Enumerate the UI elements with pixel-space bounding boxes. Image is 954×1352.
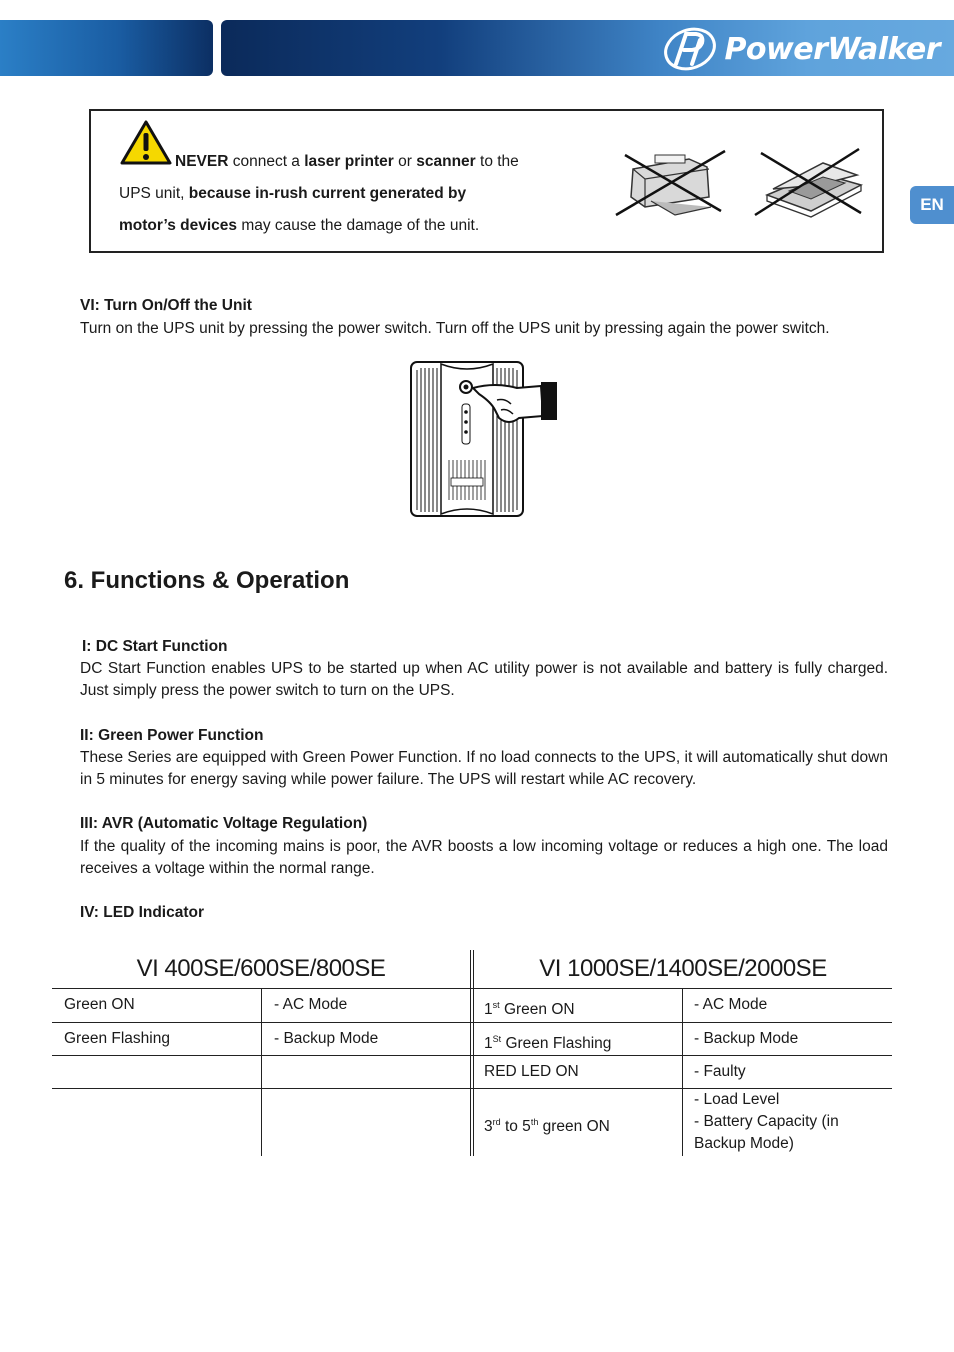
indicator-text: green ON	[538, 1118, 610, 1135]
led-indicator-table	[52, 950, 892, 1158]
led-left-row2-meaning: - Backup Mode	[274, 1030, 379, 1047]
warning-box	[89, 109, 884, 253]
led-left-row1-meaning: - AC Mode	[274, 996, 348, 1013]
led-left-row2-indicator: Green Flashing	[64, 1030, 170, 1047]
led-right-row4-indicator	[484, 1111, 610, 1138]
green-power-heading: II: Green Power Function	[80, 727, 264, 744]
ordinal-suffix: St	[492, 1034, 502, 1044]
ordinal-number: 3	[484, 1118, 493, 1135]
avr-text: If the quality of the incoming mains is poor, the AVR boosts a low incoming voltage or reduces a high one. The load receives a voltage within the normal range.	[80, 838, 888, 877]
crossed-printer-icon	[611, 145, 731, 219]
avr-heading: III: AVR (Automatic Voltage Regulation)	[80, 815, 368, 832]
dc-start-heading: I: DC Start Function	[82, 638, 228, 655]
language-tab[interactable]: EN	[910, 186, 954, 224]
warning-laser-printer: laser printer	[304, 153, 394, 170]
dc-start-text: DC Start Function enables UPS to be started up when AC utility power is not available and battery is fully charged. Just simply press the power switch to turn on the UPS.	[80, 660, 888, 699]
warning-scanner: scanner	[416, 153, 476, 170]
ordinal-number: 1	[484, 1001, 493, 1018]
led-right-row2-meaning: - Backup Mode	[694, 1030, 799, 1047]
warning-text-part: connect a	[228, 153, 305, 170]
table-divider	[470, 950, 474, 1156]
warning-because: because in-rush current generated by	[188, 185, 467, 202]
table-col-divider	[261, 988, 262, 1156]
led-right-row3-meaning: - Faulty	[694, 1063, 746, 1080]
header-band-left	[0, 20, 213, 76]
green-power-text: These Series are equipped with Green Power Function. If no load connects to the UPS, it will automatically shut down in 5 minutes for energy saving while power failure. The UPS will restart while AC recovery.	[80, 749, 888, 788]
ordinal-suffix: th	[530, 1117, 539, 1127]
indicator-text: Green Flashing	[501, 1035, 612, 1052]
brand-name: PowerWalker	[724, 31, 940, 67]
ordinal-suffix: rd	[492, 1117, 501, 1127]
powerwalker-logo-icon	[662, 26, 718, 72]
ordinal-number: 1	[484, 1035, 493, 1052]
meaning-line: Backup Mode)	[694, 1135, 794, 1152]
page-header	[0, 18, 954, 78]
led-right-row3-indicator: RED LED ON	[484, 1063, 579, 1080]
warning-text-part: UPS unit,	[119, 185, 189, 202]
warning-text-part: to the	[475, 153, 519, 170]
ordinal-suffix: st	[492, 1000, 500, 1010]
table-col-divider	[682, 988, 683, 1156]
meaning-line: - Battery Capacity (in	[694, 1113, 839, 1130]
meaning-line: - Load Level	[694, 1091, 780, 1108]
turn-on-heading: VI: Turn On/Off the Unit	[80, 297, 252, 314]
warning-text-part: or	[393, 153, 417, 170]
header-band-right	[221, 20, 954, 76]
led-right-row4-meaning	[694, 1089, 839, 1155]
table-title-left: VI 400SE/600SE/800SE	[136, 955, 386, 982]
indicator-text: Green ON	[499, 1001, 575, 1018]
led-indicator-heading: IV: LED Indicator	[80, 904, 205, 921]
warning-text-part: may cause the damage of the unit.	[237, 217, 480, 234]
led-left-row1-indicator: Green ON	[64, 996, 135, 1013]
brand-logo	[662, 26, 940, 72]
warning-motor: motor’s devices	[119, 217, 238, 234]
indicator-text: to 5	[500, 1118, 531, 1135]
led-right-row2-indicator	[484, 1028, 611, 1055]
led-right-row1-meaning: - AC Mode	[694, 996, 768, 1013]
forbidden-devices	[611, 145, 869, 224]
crossed-scanner-icon	[749, 145, 869, 219]
warning-text	[119, 146, 549, 242]
warning-never: NEVER	[175, 153, 229, 170]
turn-on-text: Turn on the UPS unit by pressing the power switch. Turn off the UPS unit by pressing again the power switch.	[80, 320, 830, 337]
led-right-row1-indicator	[484, 994, 575, 1021]
section-title: 6. Functions & Operation	[64, 567, 350, 594]
ups-power-switch-illustration	[409, 360, 561, 518]
table-title-right: VI 1000SE/1400SE/2000SE	[539, 955, 827, 982]
